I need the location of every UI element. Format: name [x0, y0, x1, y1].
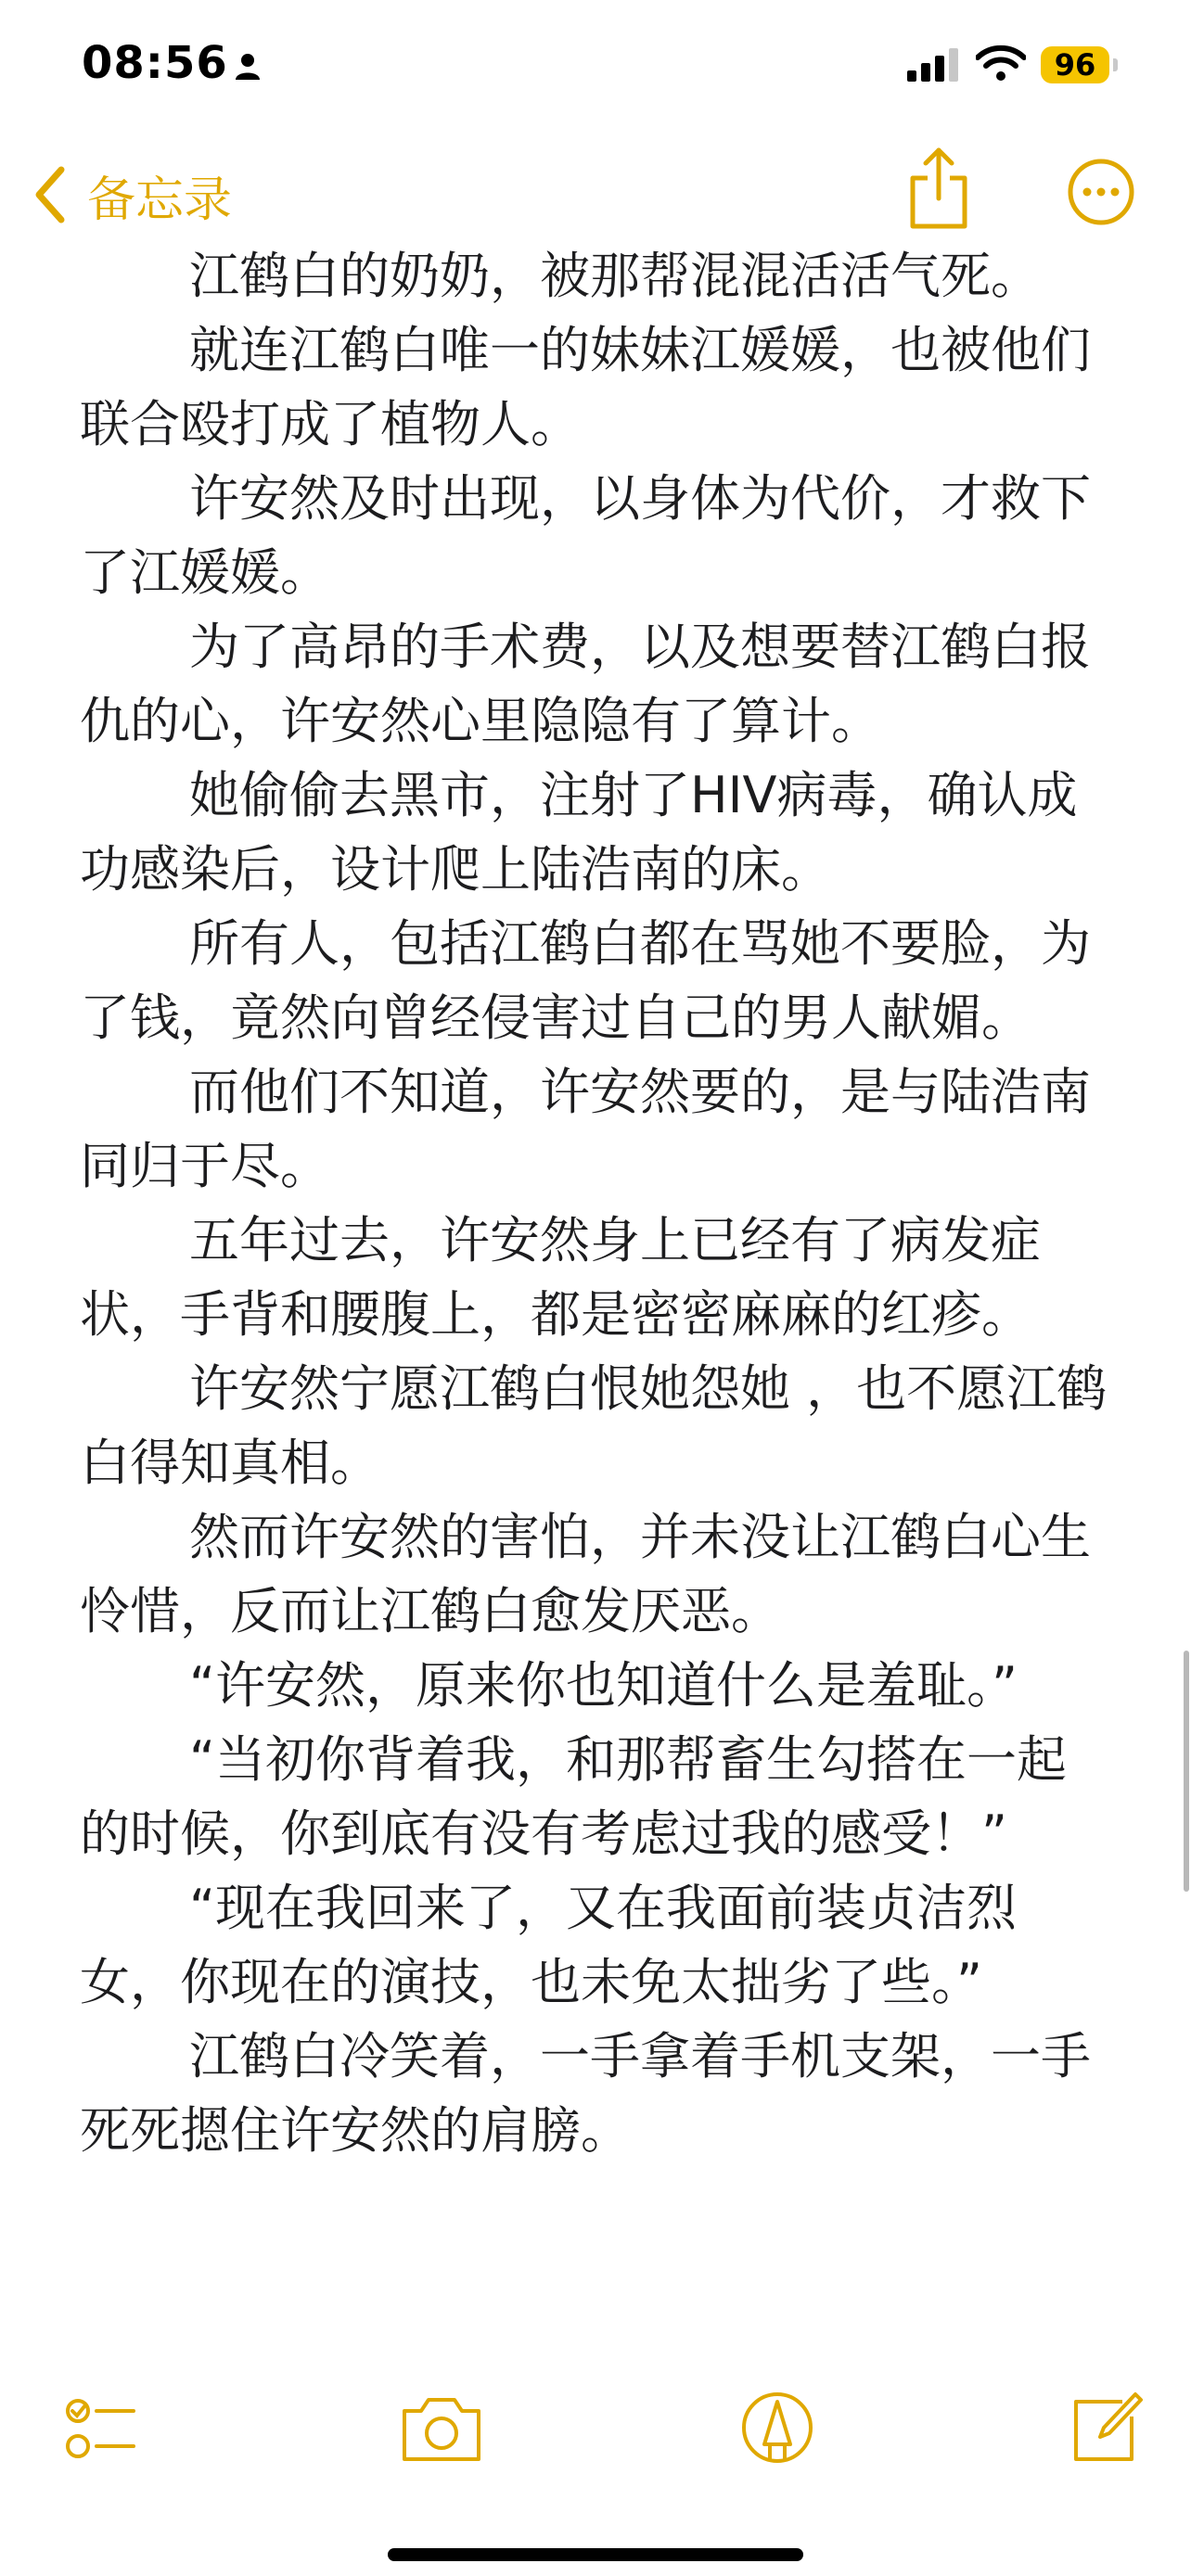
battery-icon [1041, 46, 1109, 83]
note-paragraph: “许安然，原来你也知道什么是羞耻。” [189, 1656, 1018, 1715]
note-paragraph: 而他们不知道，许安然要的，是与陆浩南同归于尽。 [80, 1063, 1091, 1195]
nav-bar [0, 139, 1191, 250]
share-icon[interactable] [905, 147, 972, 230]
battery-level: 96 [1054, 47, 1096, 83]
signal-icon [907, 48, 959, 82]
scroll-indicator[interactable] [1184, 1651, 1189, 1892]
home-indicator[interactable] [388, 2548, 803, 2561]
wifi-icon [976, 45, 1026, 82]
note-paragraph: 许安然宁愿江鹤白恨她怨她 ，也不愿江鹤白得知真相。 [80, 1359, 1108, 1492]
note-paragraph: 为了高昂的手术费，以及想要替江鹤白报仇的心，许安然心里隐隐有了算计。 [80, 618, 1091, 750]
battery-tip [1113, 58, 1118, 71]
note-paragraph: 五年过去，许安然身上已经有了病发症状，手背和腰腹上，都是密密麻麻的红疹。 [80, 1211, 1041, 1344]
back-button[interactable] [33, 158, 232, 232]
bottom-toolbar [0, 2383, 1191, 2494]
markup-icon[interactable] [738, 2389, 816, 2467]
status-bar [0, 0, 1191, 139]
note-body[interactable] [80, 239, 1111, 2168]
checklist-icon[interactable] [59, 2389, 137, 2467]
more-icon[interactable] [1067, 158, 1135, 226]
back-label: 备忘录 [87, 172, 233, 228]
chevron-left-icon [33, 166, 65, 223]
note-paragraph: 然而许安然的害怕，并未没让江鹤白心生怜惜，反而让江鹤白愈发厌恶。 [80, 1508, 1091, 1640]
note-paragraph: 就连江鹤白唯一的妹妹江媛媛，也被他们联合殴打成了植物人。 [80, 321, 1091, 453]
note-paragraph: 江鹤白冷笑着，一手拿着手机支架，一手死死摁住许安然的肩膀。 [80, 2027, 1091, 2160]
note-paragraph: “现在我回来了，又在我面前装贞洁烈女，你现在的演技，也未免太拙劣了些。” [80, 1879, 1017, 2011]
camera-icon[interactable] [399, 2389, 484, 2467]
note-paragraph: “当初你背着我，和那帮畜生勾搭在一起的时候，你到底有没有考虑过我的感受！” [80, 1730, 1067, 1863]
note-paragraph: 许安然及时出现，以身体为代价，才救下了江媛媛。 [80, 469, 1091, 602]
compose-icon[interactable] [1067, 2389, 1145, 2467]
note-paragraph: 江鹤白的奶奶，被那帮混混活活气死。 [189, 247, 1041, 305]
status-time: 08:56 [82, 37, 228, 89]
note-paragraph: 所有人，包括江鹤白都在骂她不要脸，为了钱，竟然向曾经侵害过自己的男人献媚。 [80, 914, 1091, 1047]
person-icon [234, 52, 262, 80]
note-paragraph: 她偷偷去黑市，注射了HIV病毒，确认成功感染后，设计爬上陆浩南的床。 [80, 766, 1078, 899]
